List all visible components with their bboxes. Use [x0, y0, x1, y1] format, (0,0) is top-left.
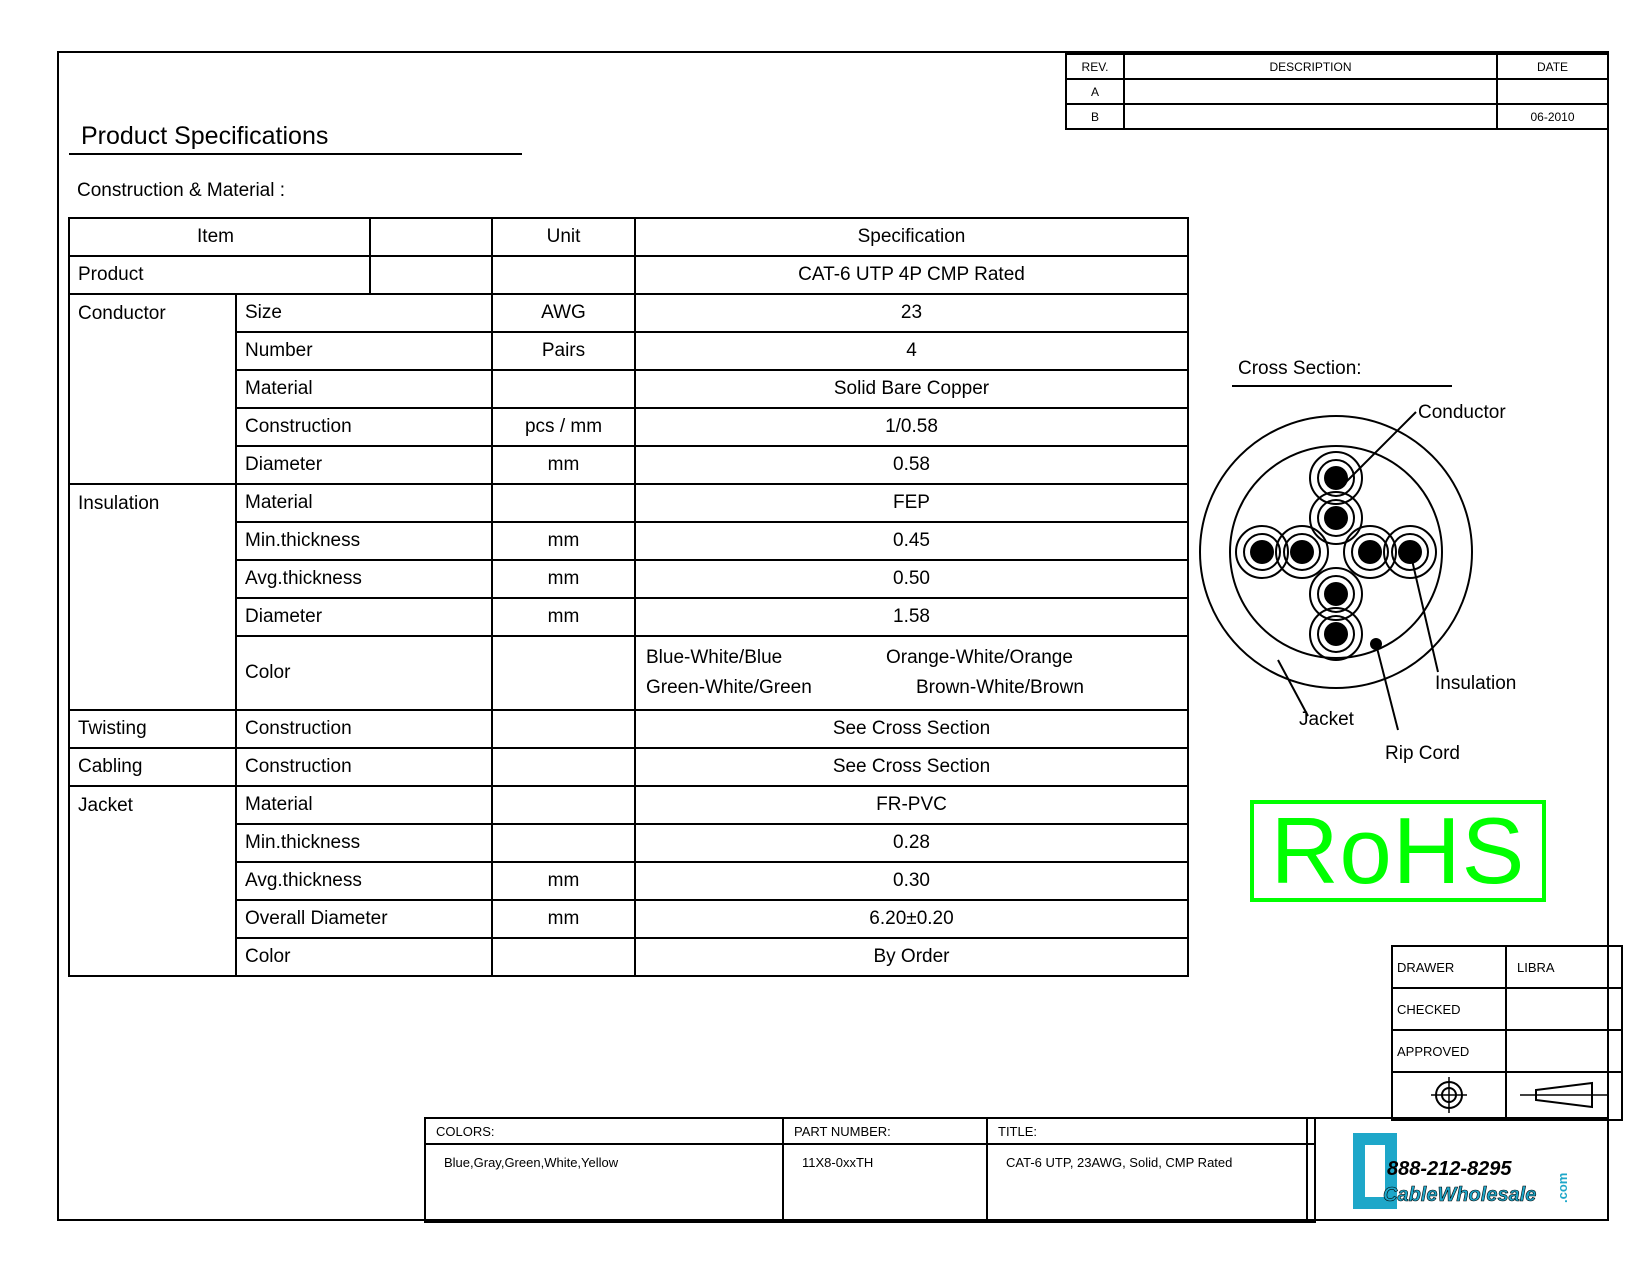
- table-row: [69, 938, 1188, 976]
- unit-cell: [492, 484, 635, 522]
- spec-cell: Solid Bare Copper: [635, 370, 1188, 408]
- color-orange: Orange-White/Orange: [886, 647, 1073, 668]
- cable-cross-section-diagram: [1190, 400, 1550, 780]
- unit-cell: [492, 370, 635, 408]
- page-title: Product Specifications: [81, 122, 329, 150]
- spec-cell: FR-PVC: [635, 786, 1188, 824]
- insulation-callout: Insulation: [1435, 673, 1517, 694]
- cross-section-underline: [1232, 385, 1452, 387]
- unit-header: Unit: [492, 218, 635, 256]
- logo-name: CableWholesale: [1383, 1184, 1537, 1206]
- spec-table: [68, 217, 1189, 977]
- table-row: [69, 408, 1188, 446]
- rohs-badge: RoHS: [1250, 800, 1546, 902]
- first-angle-projection-icon: [1429, 1075, 1469, 1115]
- title-underline: [69, 153, 522, 155]
- spec-cell: FEP: [635, 484, 1188, 522]
- table-row: [69, 862, 1188, 900]
- title-value: CAT-6 UTP, 23AWG, Solid, CMP Rated: [987, 1144, 1315, 1222]
- item-cell: Color: [236, 636, 492, 710]
- table-row: [69, 370, 1188, 408]
- item-cell: Construction: [236, 748, 492, 786]
- table-row: [69, 522, 1188, 560]
- part-number-label: PART NUMBER:: [783, 1118, 987, 1144]
- projection-symbol-cell: [1392, 1072, 1506, 1120]
- table-row: [69, 332, 1188, 370]
- unit-cell: mm: [492, 900, 635, 938]
- spec-cell: See Cross Section: [635, 748, 1188, 786]
- logo-suffix: .com: [1555, 1172, 1570, 1203]
- twisting-label: Twisting: [69, 710, 236, 748]
- color-list: [644, 643, 1179, 703]
- date-header: DATE: [1497, 54, 1608, 79]
- item-cell: Material: [236, 370, 492, 408]
- color-blue: Blue-White/Blue: [646, 647, 783, 668]
- logo-phone: 888-212-8295: [1387, 1158, 1512, 1180]
- description-header: DESCRIPTION: [1124, 54, 1497, 79]
- product-label: Product: [69, 256, 370, 294]
- colors-label: COLORS:: [425, 1118, 783, 1144]
- item-cell: Diameter: [236, 446, 492, 484]
- unit-cell: pcs / mm: [492, 408, 635, 446]
- conductor-callout: Conductor: [1418, 402, 1506, 423]
- item-cell: Construction: [236, 408, 492, 446]
- rip-cord-callout: Rip Cord: [1385, 743, 1460, 764]
- taper-symbol-cell: [1506, 1072, 1622, 1120]
- drawer-label: DRAWER: [1392, 946, 1506, 988]
- pair-bottom: [1310, 568, 1362, 660]
- specification-header: Specification: [635, 218, 1188, 256]
- colors-value: Blue,Gray,Green,White,Yellow: [425, 1144, 783, 1222]
- revision-block: [1065, 53, 1609, 130]
- spec-cell: 0.30: [635, 862, 1188, 900]
- item-cell: Min.thickness: [236, 522, 492, 560]
- spec-cell: 23: [635, 294, 1188, 332]
- blank-header: [370, 218, 492, 256]
- item-cell: Min.thickness: [236, 824, 492, 862]
- drawer-value: LIBRA: [1506, 946, 1622, 988]
- spec-cell: 4: [635, 332, 1188, 370]
- rev-b-date: 06-2010: [1497, 104, 1608, 129]
- jacket-callout: Jacket: [1299, 709, 1354, 730]
- item-cell: Avg.thickness: [236, 862, 492, 900]
- item-cell: Diameter: [236, 598, 492, 636]
- table-row: [69, 900, 1188, 938]
- table-row: [69, 560, 1188, 598]
- spec-cell: 1.58: [635, 598, 1188, 636]
- table-row: [69, 748, 1188, 786]
- unit-cell: AWG: [492, 294, 635, 332]
- unit-cell: mm: [492, 560, 635, 598]
- product-value: CAT-6 UTP 4P CMP Rated: [635, 256, 1188, 294]
- color-brown: Brown-White/Brown: [916, 677, 1084, 698]
- rev-a: A: [1066, 79, 1124, 104]
- insulation-label: Insulation: [69, 484, 236, 710]
- table-row: [69, 824, 1188, 862]
- rev-b-description: [1124, 104, 1497, 129]
- unit-cell: [492, 938, 635, 976]
- spec-cell: 0.45: [635, 522, 1188, 560]
- checked-label: CHECKED: [1392, 988, 1506, 1030]
- item-cell: Overall Diameter: [236, 900, 492, 938]
- table-row: [69, 256, 1188, 294]
- unit-cell: Pairs: [492, 332, 635, 370]
- rev-header: REV.: [1066, 54, 1124, 79]
- item-cell: Size: [236, 294, 492, 332]
- unit-cell: mm: [492, 862, 635, 900]
- spec-cell: See Cross Section: [635, 710, 1188, 748]
- jacket-outer-circle: [1200, 416, 1472, 688]
- item-cell: Construction: [236, 710, 492, 748]
- table-row: [69, 446, 1188, 484]
- unit-cell: [492, 748, 635, 786]
- table-row: [69, 484, 1188, 522]
- item-cell: Number: [236, 332, 492, 370]
- table-row: [69, 710, 1188, 748]
- spec-cell: 0.28: [635, 824, 1188, 862]
- rev-a-description: [1124, 79, 1497, 104]
- unit-cell: [492, 824, 635, 862]
- rev-b: B: [1066, 104, 1124, 129]
- item-cell: Color: [236, 938, 492, 976]
- title-label: TITLE:: [987, 1118, 1315, 1144]
- spec-cell: 0.58: [635, 446, 1188, 484]
- rev-a-date: [1497, 79, 1608, 104]
- conductor-label: Conductor: [69, 294, 236, 484]
- table-header-row: [69, 218, 1188, 256]
- table-row: [69, 786, 1188, 824]
- unit-cell: [492, 786, 635, 824]
- item-header: Item: [69, 218, 370, 256]
- checked-value: [1506, 988, 1622, 1030]
- item-cell: Material: [236, 484, 492, 522]
- blank-cell: [370, 256, 492, 294]
- unit-cell: mm: [492, 446, 635, 484]
- unit-cell: [492, 710, 635, 748]
- color-cell: [635, 636, 1188, 710]
- spec-cell: 6.20±0.20: [635, 900, 1188, 938]
- item-cell: Avg.thickness: [236, 560, 492, 598]
- jacket-label: Jacket: [69, 786, 236, 976]
- unit-cell: mm: [492, 598, 635, 636]
- unit-cell: mm: [492, 522, 635, 560]
- table-row: [69, 598, 1188, 636]
- part-number-value: 11X8-0xxTH: [783, 1144, 987, 1222]
- spec-cell: 0.50: [635, 560, 1188, 598]
- item-cell: Material: [236, 786, 492, 824]
- approved-label: APPROVED: [1392, 1030, 1506, 1072]
- table-row: [69, 636, 1188, 710]
- projection-cone-icon: [1516, 1075, 1612, 1115]
- table-row: [69, 294, 1188, 332]
- title-block: [424, 1117, 1316, 1223]
- spec-cell: By Order: [635, 938, 1188, 976]
- unit-cell: [492, 256, 635, 294]
- cabling-label: Cabling: [69, 748, 236, 786]
- signoff-block: [1391, 945, 1623, 1121]
- approved-value: [1506, 1030, 1622, 1072]
- unit-cell: [492, 636, 635, 710]
- section-subtitle: Construction & Material :: [77, 180, 286, 201]
- cross-section-label: Cross Section:: [1238, 358, 1362, 379]
- color-green: Green-White/Green: [646, 677, 812, 698]
- cablewholesale-logo: [1345, 1125, 1575, 1217]
- spec-cell: 1/0.58: [635, 408, 1188, 446]
- title-block-top-rule: [424, 1117, 1608, 1119]
